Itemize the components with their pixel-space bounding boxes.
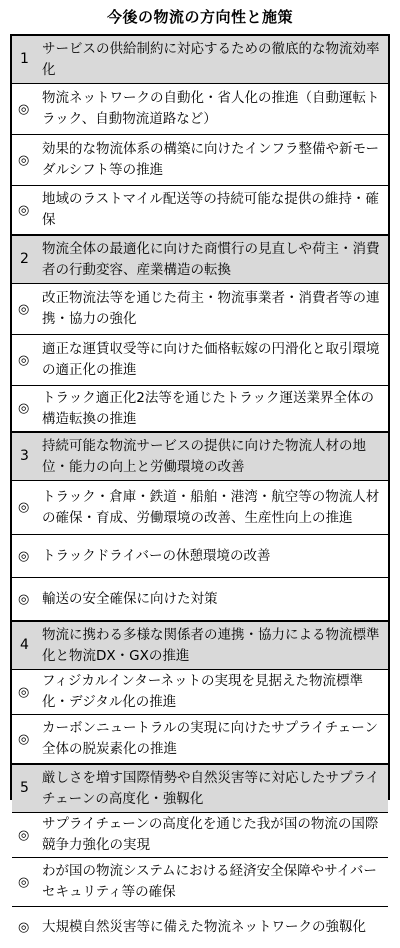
double-circle-bullet: ◎ <box>18 827 30 843</box>
double-circle-bullet: ◎ <box>18 101 30 117</box>
section-header <box>12 34 388 84</box>
measure-item <box>12 907 388 948</box>
double-circle-bullet: ◎ <box>18 548 30 564</box>
measure-text: 改正物流法等を通じた荷主・物流事業者・消費者等の連携・協力の強化 <box>42 290 380 327</box>
double-circle-bullet: ◎ <box>18 874 30 890</box>
section-header <box>12 431 388 481</box>
measure-item <box>12 481 388 535</box>
policy-table <box>10 34 390 935</box>
measure-item <box>12 578 388 620</box>
measure-text: トラックドライバーの休憩環境の改善 <box>42 547 271 564</box>
measure-item <box>12 284 388 335</box>
section-heading: 物流に携わる多様な関係者の連携・協力による物流標準化と物流DX・GXの推進 <box>42 626 380 664</box>
measure-text: トラック・倉庫・鉄道・船舶・港湾・航空等の物流人材の確保・育成、労働環境の改善、生産性向上の推進 <box>42 488 380 526</box>
double-circle-bullet: ◎ <box>18 301 30 317</box>
measure-item <box>12 84 388 135</box>
measure-item <box>12 858 388 907</box>
measure-text: フィジカルインターネットの実現を見据えた物流標準化・デジタル化の推進 <box>42 673 364 710</box>
measure-item <box>12 335 388 386</box>
measure-text: 物流ネットワークの自動化・省人化の推進（自動運転トラック、自動物流道路など） <box>42 90 380 127</box>
double-circle-bullet: ◎ <box>18 731 30 747</box>
measure-item <box>12 386 388 431</box>
section-number: 2 <box>20 251 29 267</box>
section-number: 1 <box>20 51 29 67</box>
measure-item <box>12 670 388 715</box>
section-number: 4 <box>20 637 29 653</box>
measure-text: 効果的な物流体系の構築に向けたインフラ整備や新モーダルシフト等の推進 <box>42 141 379 178</box>
measure-text: トラック適正化2法等を通じたトラック運送業界全体の構造転換の推進 <box>42 389 375 427</box>
measure-text: 大規模自然災害等に備えた物流ネットワークの強靱化 <box>42 919 366 935</box>
double-circle-bullet: ◎ <box>18 591 30 607</box>
section-heading: 持続可能な物流サービスの提供に向けた物流人材の地位・能力の向上と労働環境の改善 <box>42 437 366 475</box>
section-number: 5 <box>20 780 29 796</box>
measure-item <box>12 813 388 858</box>
measure-text: わが国の物流システムにおける経済安全保障やサイバーセキュリティ等の確保 <box>42 863 377 900</box>
section-heading: サービスの供給制約に対応するための徹底的な物流効率化 <box>42 40 380 78</box>
measure-item <box>12 186 388 234</box>
measure-text: 適正な運賃収受等に向けた価格転嫁の円滑化と取引環境の適正化の推進 <box>42 341 380 378</box>
section-header <box>12 234 388 284</box>
double-circle-bullet: ◎ <box>18 401 30 416</box>
measure-text: 輸送の安全確保に向けた対策 <box>42 590 218 607</box>
measure-text: カーボンニュートラルの実現に向けたサプライチェーン全体の脱炭素化の推進 <box>42 720 379 757</box>
section-number: 3 <box>20 448 29 464</box>
double-circle-bullet: ◎ <box>18 152 30 168</box>
measure-item <box>12 535 388 578</box>
measure-item <box>12 715 388 763</box>
double-circle-bullet: ◎ <box>18 352 30 368</box>
double-circle-bullet: ◎ <box>18 202 30 218</box>
section-heading: 物流全体の最適化に向けた商慣行の見直しや荷主・消費者の行動変容、産業構造の転換 <box>42 240 380 278</box>
double-circle-bullet: ◎ <box>18 500 30 515</box>
double-circle-bullet: ◎ <box>18 684 30 700</box>
section-heading: 厳しさを増す国際情勢や自然災害等に対応したサプライチェーンの高度化・強靱化 <box>42 769 380 807</box>
section-header <box>12 620 388 670</box>
measure-item <box>12 135 388 186</box>
measure-text: サプライチェーンの高度化を通じた我が国の物流の国際競争力強化の実現 <box>42 816 379 853</box>
measure-text: 地域のラストマイル配送等の持続可能な提供の維持・確保 <box>42 191 379 228</box>
page-title: 今後の物流の方向性と施策 <box>106 8 293 26</box>
double-circle-bullet: ◎ <box>18 920 30 935</box>
